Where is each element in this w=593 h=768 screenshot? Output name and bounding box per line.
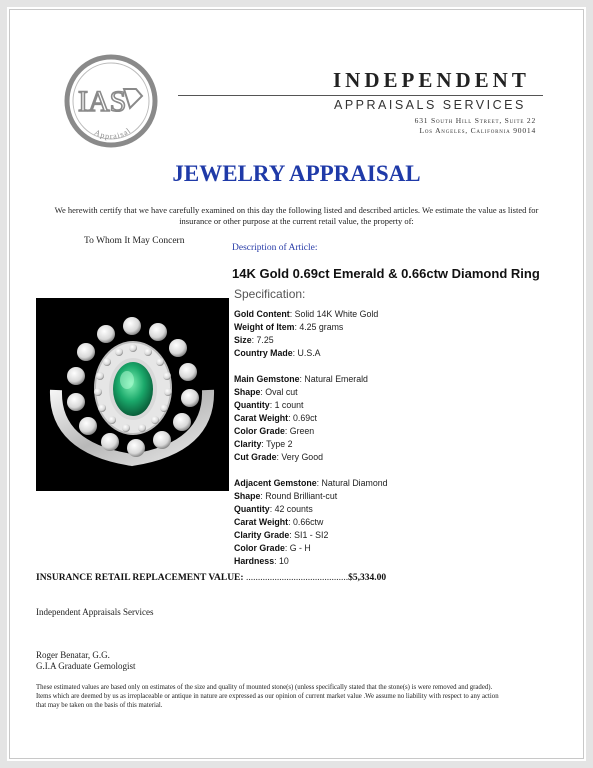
spec-key: Shape: [234, 387, 261, 397]
spec-key: Main Gemstone: [234, 374, 300, 384]
spec-value: Solid 14K White Gold: [294, 309, 379, 319]
certification-text: We herewith certify that we have carefully examined on this day the following listed and described articles. We estimate the value as listed for insurance or other purpose at the current retail value, the property of:: [54, 205, 539, 226]
spec-key: Shape: [234, 491, 261, 501]
spec-key: Quantity: [234, 400, 270, 410]
spec-key: Carat Weight: [234, 413, 289, 423]
spec-value: 4.25 grams: [299, 322, 344, 332]
spec-row: Quantity: 42 counts: [234, 504, 313, 514]
spec-row: Weight of Item: 4.25 grams: [234, 322, 344, 332]
signer-block: [36, 650, 135, 672]
signer-name: Roger Benatar, G.G.: [36, 650, 110, 660]
spec-row: Shape: Oval cut: [234, 387, 298, 397]
spec-row: Size: 7.25: [234, 335, 274, 345]
footer-company: Independent Appraisals Services: [36, 607, 154, 617]
spec-row: Carat Weight: 0.66ctw: [234, 517, 324, 527]
spec-key: Carat Weight: [234, 517, 289, 527]
spec-value: Round Brilliant-cut: [265, 491, 338, 501]
spec-key: Cut Grade: [234, 452, 277, 462]
company-name: INDEPENDENT: [333, 68, 530, 92]
spec-value: U.S.A: [297, 348, 321, 358]
signer-title: G.I.A Graduate Gemologist: [36, 661, 136, 671]
logo-letters: IAS: [78, 85, 127, 118]
document-title: JEWELRY APPRAISAL: [172, 161, 421, 186]
spec-row: Clarity Grade: SI1 - SI2: [234, 530, 329, 540]
spec-row: Main Gemstone: Natural Emerald: [234, 374, 368, 384]
spec-row: Adjacent Gemstone: Natural Diamond: [234, 478, 388, 488]
spec-value: Very Good: [281, 452, 323, 462]
address-line-1: 631 South Hill Street, Suite 22: [414, 116, 536, 125]
spec-key: Quantity: [234, 504, 270, 514]
spec-value: 10: [278, 556, 289, 566]
spec-key: Country Made: [234, 348, 293, 358]
spec-row: Hardness: 10: [234, 556, 289, 566]
specification-label: Specification:: [234, 287, 306, 301]
spec-value: SI1 - SI2: [294, 530, 329, 540]
spec-key: Gold Content: [234, 309, 290, 319]
spec-row: Country Made: U.S.A: [234, 348, 321, 358]
spec-row: Quantity: 1 count: [234, 400, 304, 410]
insurance-label: INSURANCE RETAIL REPLACEMENT VALUE:: [36, 573, 244, 583]
ring-photo: [36, 298, 229, 491]
spec-key: Adjacent Gemstone: [234, 478, 317, 488]
specifications: [234, 308, 388, 568]
spec-key: Color Grade: [234, 426, 285, 436]
header-rule: [178, 95, 543, 96]
spec-row: Shape: Round Brilliant-cut: [234, 491, 338, 501]
spec-value: Green: [289, 426, 315, 436]
spec-value: G - H: [289, 543, 311, 553]
spec-key: Hardness: [234, 556, 275, 566]
insurance-value-line: [36, 573, 386, 583]
spec-value: 1 count: [274, 400, 304, 410]
spec-value: 0.66ctw: [292, 517, 324, 527]
spec-row: Carat Weight: 0.69ct: [234, 413, 317, 423]
spec-key: Size: [234, 335, 252, 345]
item-title: 14K Gold 0.69ct Emerald & 0.66ctw Diamond Ring: [232, 266, 540, 281]
insurance-leader-dots: ...........................................: [245, 573, 349, 583]
spec-key: Color Grade: [234, 543, 285, 553]
spec-row: Gold Content: Solid 14K White Gold: [234, 309, 379, 319]
address-line-2: Los Angeles, California 90014: [419, 126, 536, 135]
spec-value: 0.69ct: [292, 413, 317, 423]
spec-row: Clarity: Type 2: [234, 439, 293, 449]
ias-logo: [64, 54, 158, 148]
spec-key: Clarity Grade: [234, 530, 290, 540]
description-label: Description of Article:: [232, 243, 318, 253]
spec-value: Oval cut: [265, 387, 298, 397]
spec-value: 42 counts: [274, 504, 313, 514]
spec-row: Color Grade: G - H: [234, 543, 311, 553]
spec-key: Clarity: [234, 439, 262, 449]
insurance-value: $5,334.00: [348, 573, 387, 583]
spec-key: Weight of Item: [234, 322, 295, 332]
spec-value: Natural Diamond: [321, 478, 388, 488]
disclaimer-text: These estimated values are based only on estimates of the size and quality of mounted stone(s) (unless specifically stated that the stone(s) is were removed and graded). Items which are deemed by us as irreplaceable or antique in nature are expressed as our opinion of current market value .We assume no liability with respect to any action that may be taken on the basis of this material.: [36, 684, 499, 709]
spec-value: Natural Emerald: [304, 374, 368, 384]
spec-value: Type 2: [266, 439, 293, 449]
company-subtitle: APPRAISALS SERVICES: [334, 98, 526, 112]
spec-row: Color Grade: Green: [234, 426, 315, 436]
ring-image: [36, 298, 229, 491]
owner-name: To Whom It May Concern: [84, 236, 185, 246]
spec-value: 7.25: [256, 335, 274, 345]
spec-row: Cut Grade: Very Good: [234, 452, 323, 462]
logo-ring-text: Appraisal: [92, 125, 133, 141]
